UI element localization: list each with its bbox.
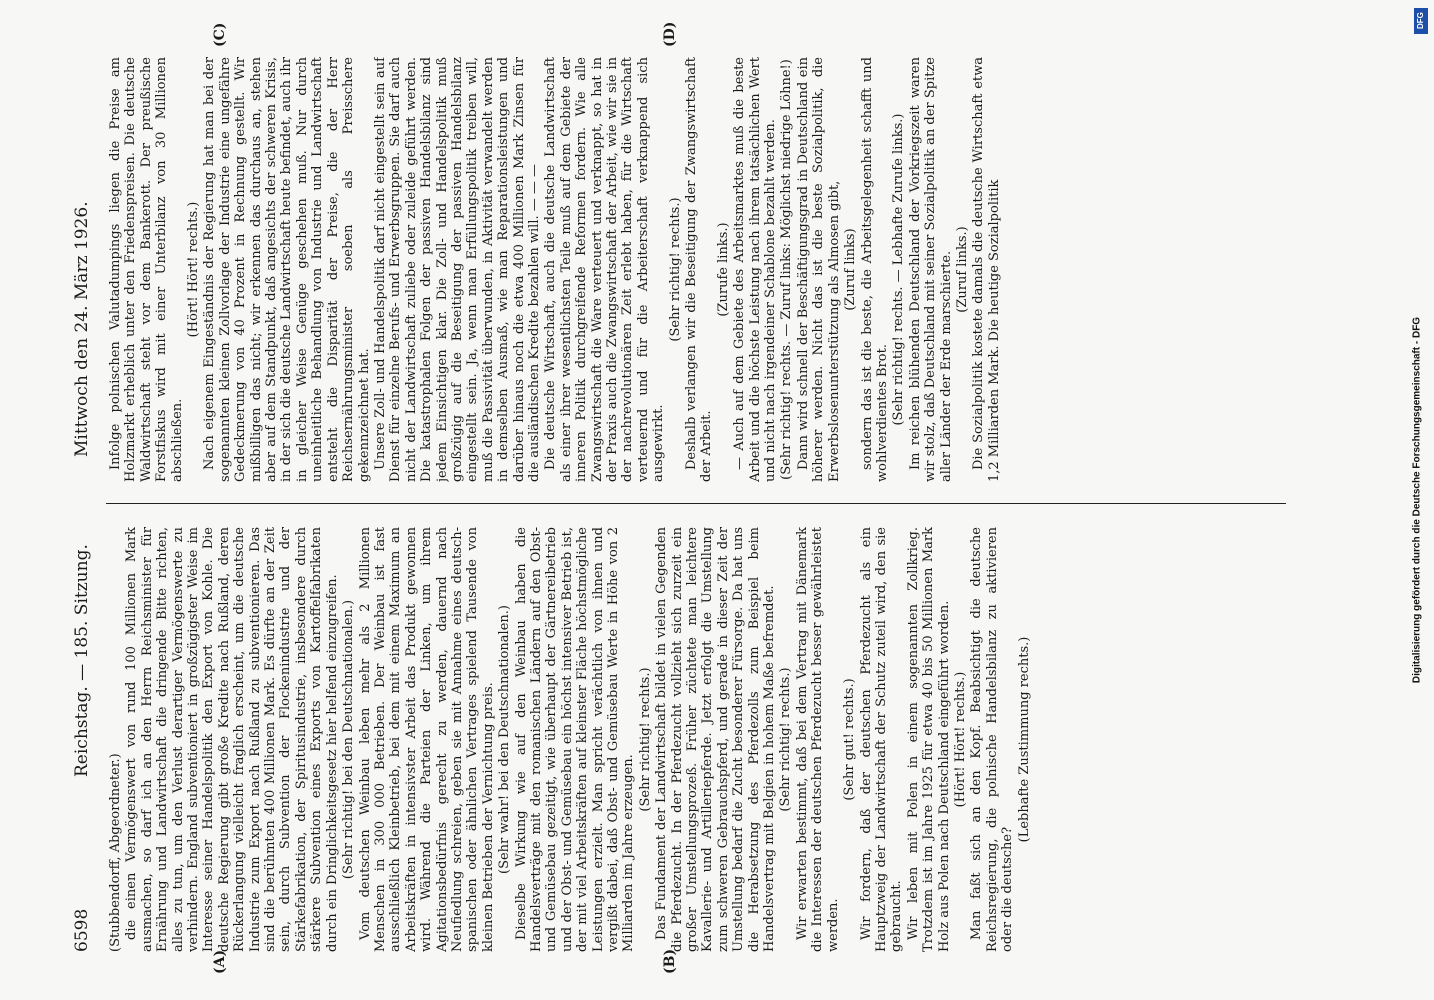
speaker-line: (Stubbendorff, Abgeordneter.) [108,753,123,952]
paragraph: Unsere Zoll- und Handelspolitik darf nicht eingestellt sein auf Dienst für einzelne Berufs- und Erwerbsgruppen. Sie darf auch nicht der Landwirtschaft zuliebe oder zuleide geführt werden. Die katastrophalen Folgen der passiven Handelsbilanz sind jedem Einsichtigen klar. Die Zoll- und Handelspolitik muß großzügig auf die Beseitigung der passiven Handelsbilanz eingestellt sein. Ja, wenn man Erfüllungspolitik treiben will, muß die Passivität überwunden, in Aktivität verwandelt werden in demselben Ausmaß, wie man Reparationsleistungen und darüber hinaus noch die etwa 400 Millionen Mark Zinsen für die ausländischen Kredite bezahlen will. — — — [372,57,542,482]
interjection: (Sehr richtig! bei den Deutschnationalen.) [341,599,357,880]
interjection: (Sehr richtig! rechts.) [778,667,794,812]
page-number: 6598 [72,908,92,952]
session-title: Reichstag. — 185. Sitzung. [72,544,92,777]
paragraph: Wir erwarten bestimmt, daß bei dem Vertrag mit Dänemark die Interessen der deutschen Pferdezucht besser gewährleistet werden. [794,527,841,952]
column-divider [106,503,1286,504]
paragraph: Man faßt sich an den Kopf. Beabsichtigt die deutsche Reichsregierung, die polnische Handelsbilanz zu aktivieren oder die deutsche? [969,527,1016,952]
margin-marker-b: (B) [662,948,678,974]
digitization-credit: Digitalisierung gefördert durch die Deutsche Forschungsgemeinschaft - DFG [1411,316,1423,684]
interjection: (Sehr richtig! rechts. — Lebhafte Zurufe links.) [891,113,907,426]
margin-marker-d: (D) [662,21,678,47]
paragraph: Deshalb verlangen wir die Beseitigung der Zwangswirtschaft der Arbeit. [684,57,715,482]
paragraph: sondern das ist die beste, die Arbeitsgelegenheit schafft und wohlverdientes Brot. [859,57,890,482]
paragraph: die einen Vermögenswert von rund 100 Millionen Mark ausmachen, so darf ich an den Herrn Reichsminister für Ernährung und Landwirtschaft die dringende Bitte richten, alles zu tun, um den Verlust derartiger Vermögenswerte zu verhindern. England subventioniert in großzügigster Weise im Interesse seiner Handelspolitik den Export von Kohle. Die deutsche Regierung gibt große Kredite nach Rußland, deren Rückerlangung vielleicht fraglich erscheint, um die deutsche Industrie zum Export nach Rußland zu subventionieren. Das sind die berühmten 400 Millionen Mark. Es dürfte an der Zeit sein, durch Subvention der Flockenindustrie und der Stärkefabrikation, der Spiritusindustrie, insbesondere durch stärkere Subvention eines Exports von Kartoffelfabrikaten durch ein Dringlichkeitsgesetz hier helfend einzugreifen. [124,527,340,952]
interjection: (Sehr richtig! rechts.) [667,197,683,342]
paragraph: — Auch auf dem Gebiete des Arbeitsmarktes muß die beste Arbeit und die höchste Leistung nach ihrem tatsächlichen Wert und nicht nach irgendeiner Schablone bezahlt werden. [732,57,779,482]
margin-marker-a: (A) [212,949,228,974]
side-note [1408,0,1426,1000]
interjection: (Zuruf links.) [954,226,970,313]
interjection: (Sehr richtig! rechts. — Zuruf links: Möglichst niedrige Löhne!) [779,59,795,480]
dfg-logo: DFG [1414,8,1428,34]
paragraph: Die deutsche Wirtschaft, auch die deutsche Landwirtschaft als einer ihrer wesentlichsten Teile muß auf dem Gebiete der inneren Politik durchgreifende Reformen fordern. Wie alle Zwangswirtschaft die Ware verteuert und verknappt, so hat in der Praxis auch die Zwangswirtschaft der Arbeit, wie wir sie in der nachrevolutionären Zeit erlebt haben, für die Wirtschaft verteuernd und für die Arbeiterschaft verknappend sich ausgewirkt. [543,57,667,482]
paragraph: Die Sozialpolitik kostete damals die deutsche Wirtschaft etwa 1,2 Milliarden Mark. Die heutige Sozialpolitik [971,57,1002,482]
interjection: (Hört! Hört! rechts.) [186,201,202,338]
interjection: (Zuruf links) [843,228,859,311]
paragraph: Im reichen blühenden Deutschland der Vorkriegszeit waren wir stolz, daß Deutschland mit seiner Sozialpolitik an der Spitze aller Länder der Erde marschierte. [907,57,954,482]
interjection: (Hört! Hört! rechts.) [952,671,968,808]
paragraph: Dieselbe Wirkung wie auf den Weinbau haben die Handelsverträge mit den romanischen Ländern auf den Obst- und Gemüsebau gezeitigt, wie überhaupt der Gärtnereibetrieb und der Obst- und Gemüsebau ein höchst intensiver Betrieb ist, der mit viel Arbeitskräften auf kleinster Fläche höchstmögliche Leistungen erzielt. Man spricht verächtlich von ihnen und vergißt dabei, daß Obst- und Gemüsebau Werte in Höhe von 2 Milliarden im Jahre erzeugen. [513,527,637,952]
left-column [108,527,1288,952]
interjection: (Sehr richtig! rechts.) [637,667,653,812]
paragraph: Infolge polnischen Valutadumpings liegen die Preise am Holzmarkt erheblich unter den Friedenspreisen. Die deutsche Waldwirtschaft steht vor dem Bankerott. Der preußische Forstfiskus wird mit einer Unterbilanz von 30 Millionen abschließen. [108,57,185,482]
paragraph: Dann wird schnell der Beschäftigungsgrad in Deutschland ein höherer werden. Nicht das ist die beste Sozialpolitik, die Erwerbslosenunterstützung als Almosen gibt, [795,57,842,482]
interjection: (Zurufe links.) [715,222,731,317]
page-header [72,52,98,952]
interjection: (Sehr gut! rechts.) [842,678,858,801]
document-body [72,21,1302,974]
paragraph: Vom deutschen Weinbau leben mehr als 2 Millionen Menschen in 300 000 Betrieben. Der Weinbau ist fast ausschließlich Kleinbetrieb, bei dem mit einem Maximum an Arbeitskräften in intensivster Arbeit das Produkt gewonnen wird. Während die Parteien der Linken, um ihrem Agitationsbedürfnis gerecht zu werden, dauernd nach Neufiedlung schreien, geben sie mit Annahme eines deutsch-spanischen oder ähnlichen Vertrages spielend Tausende von kleinen Betrieben der Vernichtung preis. [357,527,496,952]
paragraph: Nach eigenem Eingeständnis der Regierung hat man bei der sogenannten kleinen Zollvorlage der Industrie eine ungefähre Gedeckmerung von 40 Prozent in Rechnung gestellt. Wir mißbilligen das nicht; wir erkennen das durchaus an, stehen aber auf dem Standpunkt, daß angesichts der schweren Krisis, in der sich die deutsche Landwirtschaft heute befindet, auch ihr in gleicher Weise Genüge geschehen muß. Nur durch uneinheitliche Behandlung von Industrie und Landwirtschaft entsteht die Disparität der Preise, die der Herr Reichsernährungsminister soeben als Preisschere gekennzeichnet hat. [202,57,372,482]
right-column [108,57,1288,482]
interjection: (Lebhafte Zustimmung rechts.) [1016,636,1032,843]
rotated-document-page [72,21,1302,974]
paragraph: Das Fundament der Landwirtschaft bildet in vielen Gegenden die Pferdezucht. In der Pferdezucht vollzieht sich zurzeit ein großer Umstellungsprozeß. Früher züchtete man leichtere Kavallerie- und Artilleriepferde. Jetzt erfolgt die Umstellung zum schweren Gebrauchspferd, und gerade in dieser Zeit der Umstellung bedarf die Zucht besonderer Fürsorge. Da hat uns die Herabsetzung des Pferdezolls zum Beispiel beim Handelsvertrag mit Belgien in hohem Maße befremdet. [654,527,778,952]
session-date: Mittwoch den 24. März 1926. [72,201,92,457]
interjection: (Sehr wahr! bei den Deutschnationalen.) [497,605,513,874]
paragraph: Wir fordern, daß der deutschen Pferdezucht als ein Hauptzweig der Landwirtschaft der Schutz zuteil wird, den sie gebraucht. [858,527,905,952]
margin-marker-c: (C) [212,22,228,47]
paragraph: Wir leben mit Polen in einem sogenannten Zollkrieg. Trotzdem ist im Jahre 1925 für etwa 40 bis 50 Millionen Mark Holz aus Polen nach Deutschland eingeführt worden. [905,527,952,952]
